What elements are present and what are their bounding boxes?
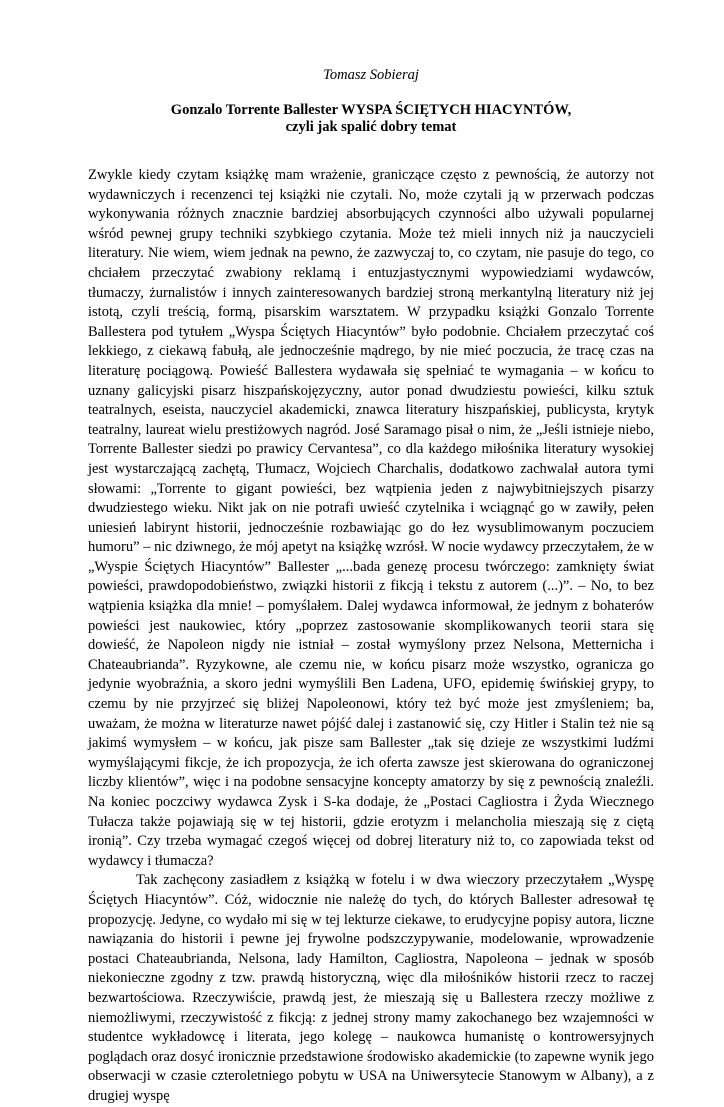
article-title-line-1: Gonzalo Torrente Ballester WYSPA ŚCIĘTYCH HIACYNTÓW, <box>170 102 572 118</box>
article-body <box>88 166 654 1107</box>
article-title <box>88 102 654 136</box>
article-title-line-2: czyli jak spalić dobry temat <box>285 119 457 135</box>
body-paragraph-2: Tak zachęcony zasiadłem z książką w fotelu i w dwa wieczory przeczytałem „Wyspę Ściętych Hiacyntów”. Cóż, widocznie nie należę do tych, do których Ballester adresował tę propozycję. Jedyne, co wydało mi się w tej lekturze ciekawe, to erudycyjne popisy autora, liczne nawiązania do historii i pewne jej frywolne podszczypywanie, modelowanie, wprowadzenie postaci Chateaubrianda, Nelsona, lady Hamilton, Cagliostra, Napoleona – jednak w sposób niekonieczne zgodny z tzw. prawdą historyczną, więc dla miłośników historii rzecz to raczej bezwartościowa. Rzeczywiście, prawdą jest, że mieszają się u Ballestera rzeczy możliwe z niemożliwymi, rzeczywistość z fikcją: z jednej strony mamy zakochanego bez wzajemności w studentce wykładowcę i literata, jego kolegę – naukowca humanistę o kontrowersyjnych poglądach oraz dosyć ironicznie przedstawione środowisko akademickie (to zapewne wynik jego obserwacji w czasie czteroletniego pobytu w USA na Uniwersytecie Stanowym w Albany), a z drugiej wyspę <box>88 872 654 1104</box>
author-name: Tomasz Sobieraj <box>323 67 419 83</box>
body-paragraph-1: Zwykle kiedy czytam książkę mam wrażenie, graniczące często z pewnością, że autorzy not wydawniczych i recenzenci tej książki nie czytali. No, może czytali ją w przerwach podczas wykonywania różnych znacznie bardziej absorbujących czynności albo używali popularnej wśród pewnej grupy techniki szybkiego czytania. Może też mieli innych niż ja nauczycieli literatury. Nie wiem, wiem jednak na pewno, że zazwyczaj to, co czytam, nie pasuje do tego, co chciałem przeczytać zwabiony reklamą i entuzjastycznymi wypowiedziami wydawców, tłumaczy, żurnalistów i innych zainteresowanych bardziej stroną merkantylną literatury niż jej istotą, czyli treścią, formą, pisarskim warsztatem. W przypadku książki Gonzalo Torrente Ballestera pod tytułem „Wyspa Ściętych Hiacyntów” było podobnie. Chciałem przeczytać coś lekkiego, z ciekawą fabułą, ale jednocześnie mądrego, by nie mieć poczucia, że tracę czas na literaturę pociągową. Powieść Ballestera wydawała się spełniać te wymagania – w końcu to uznany galicyjski pisarz hiszpańskojęzyczny, autor ponad dwudziestu powieści, kilku sztuk teatralnych, eseista, nauczyciel akademicki, znawca literatury hiszpańskiej, publicysta, krytyk teatralny, laureat wielu prestiżowych nagród. José Saramago pisał o nim, że „Jeśli istnieje niebo, Torrente Ballester siedzi po prawicy Cervantesa”, co dla każdego miłośnika literatury wysokiej jest wystarczającą zachętą, Tłumacz, Wojciech Charchalis, dodatkowo zachwalał autora tymi słowami: „Torrente to gigant powieści, bez wątpienia jeden z najwybitniejszych pisarzy dwudziestego wieku. Nikt jak on nie potrafi uwieść czytelnika i wciągnąć go w zawiły, pełen uniesień labirynt historii, jednocześnie rozbawiając go do łez wysublimowanym poczuciem humoru” – nic dziwnego, że mój apetyt na książkę wzrósł. W nocie wydawcy przeczytałem, że w „Wyspie Ściętych Hiacyntów” Ballester „...bada genezę procesu twórczego: zamknięty świat powieści, prawdopodobieństwo, związki historii z fikcją i tekstu z autorem (...)”. – No, to bez wątpienia książka dla mnie! – pomyślałem. Dalej wydawca informował, że jednym z bohaterów powieści jest naukowiec, który „poprzez zastosowanie skomplikowanych teorii stara się dowieść, że Napoleon nigdy nie istniał – został wymyślony przez Nelsona, Metternicha i Chateaubrianda”. Ryzykowne, ale czemu nie, w końcu pisarz może wszystko, ogranicza go jedynie wyobraźnia, a skoro jedni wymyślili Ben Ladena, UFO, epidemię świńskiej grypy, to czemu by nie przyjrzeć się bliżej Napoleonowi, który też być może jest zmyśleniem; ba, uważam, że można w literaturze nawet pójść dalej i zastanowić się, czy Hitler i Stalin też nie są jakimś wymysłem – w końcu, jak pisze sam Ballester „tak się dzieje ze wszystkimi ludźmi wymyślającymi fikcje, że ich propozycja, że ich oferta zawsze jest skierowana do ograniczonej liczby klientów”, więc i na podobne sensacyjne koncepty amatorzy by się z pewnością znaleźli. Na koniec poczciwy wydawca Zysk i S-ka dodaje, że „Postaci Cagliostra i Żyda Wiecznego Tułacza także pojawiają się w tej historii, gdzie erotyzm i melancholia mieszają się z ciętą ironią”. Czy trzeba wymagać czegoś więcej od dobrej literatury niż to, co zapowiada tekst od wydawcy i tłumacza? <box>88 167 654 869</box>
